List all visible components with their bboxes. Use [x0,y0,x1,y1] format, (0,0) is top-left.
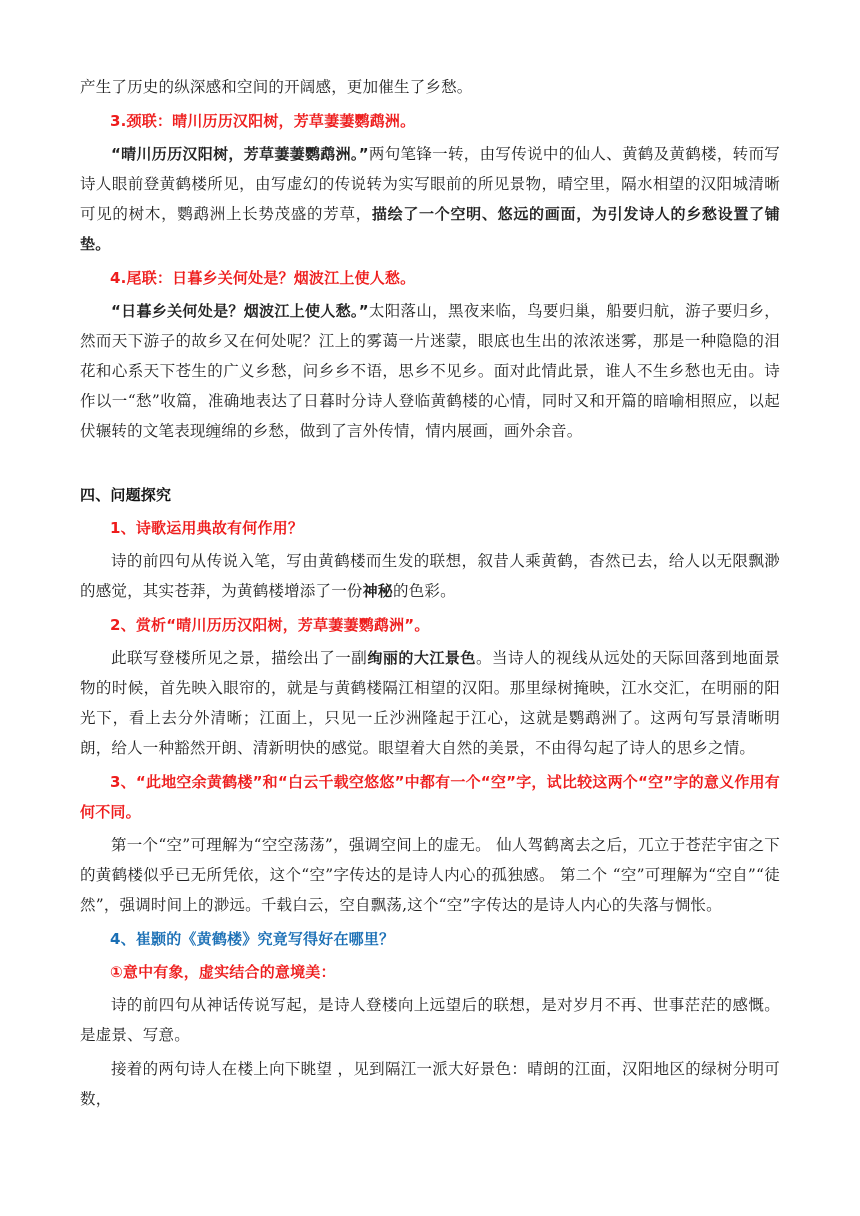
paragraph-question-3: 第一个“空”可理解为“空空荡荡”，强调空间上的虚无。 仙人驾鹤离去之后，兀立于苍茫宇宙之下的黄鹤楼似乎已无所凭依，这个“空”字传达的是诗人内心的孤独感。 第二个 “空”可理解为“空自”“徒然”，强调时间上的渺远。千载白云，空自飘荡,这个“空”字传达的是诗人内心的失落与惆怅。 [80,836,780,914]
text-q2-a: 此联写登楼所见之景，描绘出了一副 [111,649,368,667]
paragraph-question-2 [80,643,780,763]
paragraph-question-1 [80,546,780,606]
paragraph-q4-1a: 诗的前四句从神话传说写起，是诗人登楼向上远望后的联想，是对岁月不再、世事茫茫的感慨。是虚景、写意。 [80,996,780,1044]
heading-question-3: 3、“此地空余黄鹤楼”和“白云千载空悠悠”中都有一个“空”字，试比较这两个“空”字的意义作用有何不同。 [80,773,780,821]
heading-question-2: 2、赏析“晴川历历汉阳树，芳草萋萋鹦鹉洲”。 [110,616,430,634]
emphasis-jinglian: 描绘了一个空明、悠远的画面，为引发诗人的乡愁设置了铺垫。 [80,205,780,253]
emphasis-q2: 绚丽的大江景色 [367,649,476,667]
text-q1-b: 的色彩。 [393,582,456,600]
paragraph-weilian [80,296,780,446]
text-q2-b: 。当诗人的视线从远处的天际回落到地面景物的时候，首先映入眼帘的，就是与黄鹤楼隔江相望的汉阳。那里绿树掩映，江水交汇，在明丽的阳光下，看上去分外清晰；江面上，只见一丘沙洲隆起于江心，这就是鹦鹉洲了。这两句写景清晰明朗，给人一种豁然开朗、清新明快的感觉。眼望着大自然的美景，不由得勾起了诗人的思乡之情。 [80,649,780,757]
heading-question-4: 4、崔颢的《黄鹤楼》究竟写得好在哪里？ [110,930,395,948]
text-weilian: 太阳落山，黑夜来临，鸟要归巢，船要归航，游子要归乡，然而天下游子的故乡又在何处呢？江上的雾蔼一片迷蒙，眼底也生出的浓浓迷雾，那是一种隐隐的泪花和心系天下苍生的广义乡愁，问乡乡不语，思乡不见乡。面对此情此景，谁人不生乡愁也无由。诗作以一“愁”收篇，准确地表达了日暮时分诗人登临黄鹤楼的心情，同时又和开篇的暗喻相照应，以起伏辗转的文笔表现缠绵的乡愁，做到了言外传情，情内展画，画外余音。 [80,302,781,440]
text-q1-a: 诗的前四句从传说入笔，写由黄鹤楼而生发的联想，叙昔人乘黄鹤，杳然已去，给人以无限飘渺的感觉，其实苍莽，为黄鹤楼增添了一份 [80,552,780,600]
emphasis-q1: 神秘 [362,582,394,600]
paragraph-continuation: 产生了历史的纵深感和空间的开阔感，更加催生了乡愁。 [80,78,473,96]
heading-weilian: 4.尾联：日暮乡关何处是？烟波江上使人愁。 [110,269,416,287]
paragraph-jinglian [80,139,780,259]
subheading-q4-1: ①意中有象，虚实结合的意境美： [110,963,336,981]
text-jinglian: 两句笔锋一转，由写传说中的仙人、黄鹤及黄鹤楼，转而写诗人眼前登黄鹤楼所见，由写虚幻的传说转为实写眼前的所见景物，晴空里，隔水相望的汉阳城清晰可见的树木，鹦鹉洲上长势茂盛的芳草， [80,145,781,223]
quote-weilian: “日暮乡关何处是？烟波江上使人愁。” [111,302,369,320]
section-title-wenti-tanjiu: 四、问题探究 [80,486,172,504]
heading-question-1: 1、诗歌运用典故有何作用？ [110,519,304,537]
quote-jinglian: “晴川历历汉阳树，芳草萋萋鹦鹉洲。” [111,145,369,163]
document-page [80,72,780,1118]
heading-jinglian: 3.颈联：晴川历历汉阳树，芳草萋萋鹦鹉洲。 [110,112,416,130]
paragraph-q4-1b: 接着的两句诗人在楼上向下眺望 ，见到隔江一派大好景色：晴朗的江面，汉阳地区的绿树分明可数， [80,1060,780,1108]
